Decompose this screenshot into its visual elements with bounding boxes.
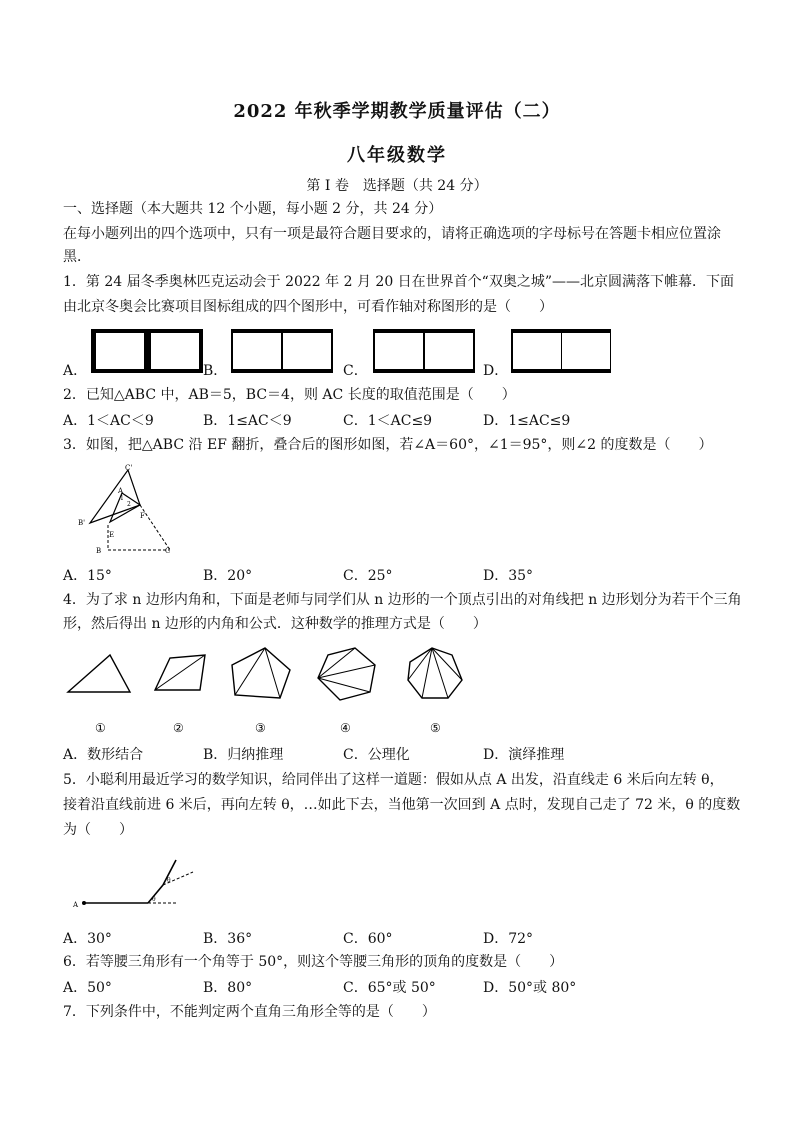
snowboard-icon (283, 333, 331, 369)
q1-option-b-image (231, 329, 333, 373)
q5-stem-3: 为（ ） (63, 822, 133, 838)
q4-stem-2: 形，然后得出 n 边形的内角和公式．这种数学的推理方式是（ ） (63, 616, 487, 632)
label-theta-1: θ (152, 896, 156, 903)
instruction-line-1: 在每小题列出的四个选项中，只有一项是最符合题目要求的，请将正确选项的字母标号在答题卡相应位置涂 (63, 226, 721, 242)
figure-label-4: ④ (340, 721, 351, 735)
label-b-prime: B' (78, 519, 86, 527)
q1-option-d-image (511, 329, 611, 373)
q3-option-b: B．20° (203, 568, 253, 584)
q1-option-d-label: D． (483, 363, 509, 379)
figure-label-1: ① (95, 721, 106, 735)
q4-figures (60, 640, 480, 740)
skier-icon (375, 333, 423, 369)
triangle-shape (68, 655, 130, 692)
q6-option-d: D．50°或 80° (483, 980, 577, 996)
q2-stem: 2．已知△ABC 中，AB＝5，BC＝4，则 AC 长度的取值范围是（ ） (63, 387, 516, 403)
label-c: C (165, 547, 171, 555)
skier-icon (513, 333, 561, 369)
q2-option-d: D．1≤AC≤9 (483, 413, 571, 429)
q4-option-b: B．归纳推理 (203, 747, 284, 763)
figure-label-5: ⑤ (430, 721, 441, 735)
q6-option-c: C．65°或 50° (343, 980, 436, 996)
label-f: F (140, 512, 145, 520)
q5-option-d: D．72° (483, 931, 534, 947)
skier-icon (96, 333, 144, 369)
q2-option-a: A．1＜AC＜9 (63, 413, 154, 429)
skater-icon (425, 333, 473, 369)
q3-option-d: D．35° (483, 568, 534, 584)
q6-stem: 6．若等腰三角形有一个角等于 50°，则这个等腰三角形的顶角的度数是（ ） (63, 954, 564, 970)
q3-option-c: C．25° (343, 568, 393, 584)
label-e: E (109, 531, 115, 539)
q5-figure (68, 852, 198, 914)
subject-title: 八年级数学 (347, 145, 447, 166)
q4-stem-1: 4．为了求 n 边形内角和，下面是老师与同学们从 n 边形的一个顶点引出的对角线把 n 边形划分为若干个三角 (63, 592, 742, 608)
q1-option-a-label: A． (63, 363, 88, 379)
part-heading: 一、选择题（本大题共 12 个小题，每小题 2 分，共 24 分） (63, 201, 443, 217)
label-b: B (96, 547, 102, 555)
instruction-line-2: 黑． (63, 249, 91, 265)
label-theta-2: θ (167, 877, 171, 884)
label-angle-1: 1 (120, 495, 124, 502)
pentagon-shape (232, 648, 290, 698)
q5-option-a: A．30° (63, 931, 112, 947)
q5-stem-1: 5．小聪利用最近学习的数学知识，给同伴出了这样一道题：假如从点 A 出发，沿直线走 6 米后向左转 θ， (63, 772, 724, 788)
q6-option-a: A．50° (63, 980, 112, 996)
q5-option-b: B．36° (203, 931, 253, 947)
q1-option-c-label: C． (343, 363, 368, 379)
hexagon-shape (318, 648, 375, 700)
q4-option-a: A．数形结合 (63, 747, 144, 763)
section-title: 第 I 卷 选择题（共 24 分） (306, 178, 488, 194)
q4-option-d: D．演绎推理 (483, 747, 565, 763)
skier-icon (562, 333, 610, 369)
q1-option-b-label: B． (203, 363, 228, 379)
label-c-prime: C' (125, 464, 133, 472)
skier-icon (233, 333, 281, 369)
q1-stem-2: 由北京冬奥会比赛项目图标组成的四个图形中，可看作轴对称图形的是（ ） (63, 299, 553, 315)
q7-stem: 7．下列条件中，不能判定两个直角三角形全等的是（ ） (63, 1004, 436, 1020)
figure-label-2: ② (173, 721, 184, 735)
q6-option-b: B．80° (203, 980, 253, 996)
q4-option-c: C．公理化 (343, 747, 410, 763)
q5-option-c: C．60° (343, 931, 393, 947)
heptagon-shape (408, 648, 462, 698)
q2-option-c: C．1＜AC≤9 (343, 413, 433, 429)
q1-option-c-image (373, 329, 475, 373)
q3-stem: 3．如图，把△ABC 沿 EF 翻折，叠合后的图形如图，若∠A＝60°，∠1＝95°，则∠2 的度数是（ ） (63, 437, 713, 453)
label-a: A (118, 487, 124, 495)
label-point-a: A (73, 901, 79, 909)
q3-figure (70, 460, 180, 560)
exam-title: 2022 年秋季学期教学质量评估（二） (233, 101, 561, 122)
skier-icon (151, 333, 199, 369)
label-angle-2: 2 (127, 501, 131, 508)
figure-label-3: ③ (255, 721, 266, 735)
q3-option-a: A．15° (63, 568, 112, 584)
q1-option-a-image (91, 329, 203, 373)
q2-option-b: B．1≤AC＜9 (203, 413, 292, 429)
q5-stem-2: 接着沿直线前进 6 米后，再向左转 θ，…如此下去，当他第一次回到 A 点时，发现自己走了 72 米，θ 的度数 (63, 797, 741, 813)
q1-stem-1: 1．第 24 届冬季奥林匹克运动会于 2022 年 2 月 20 日在世界首个“双奥之城”——北京圆满落下帷幕．下面 (63, 274, 734, 290)
